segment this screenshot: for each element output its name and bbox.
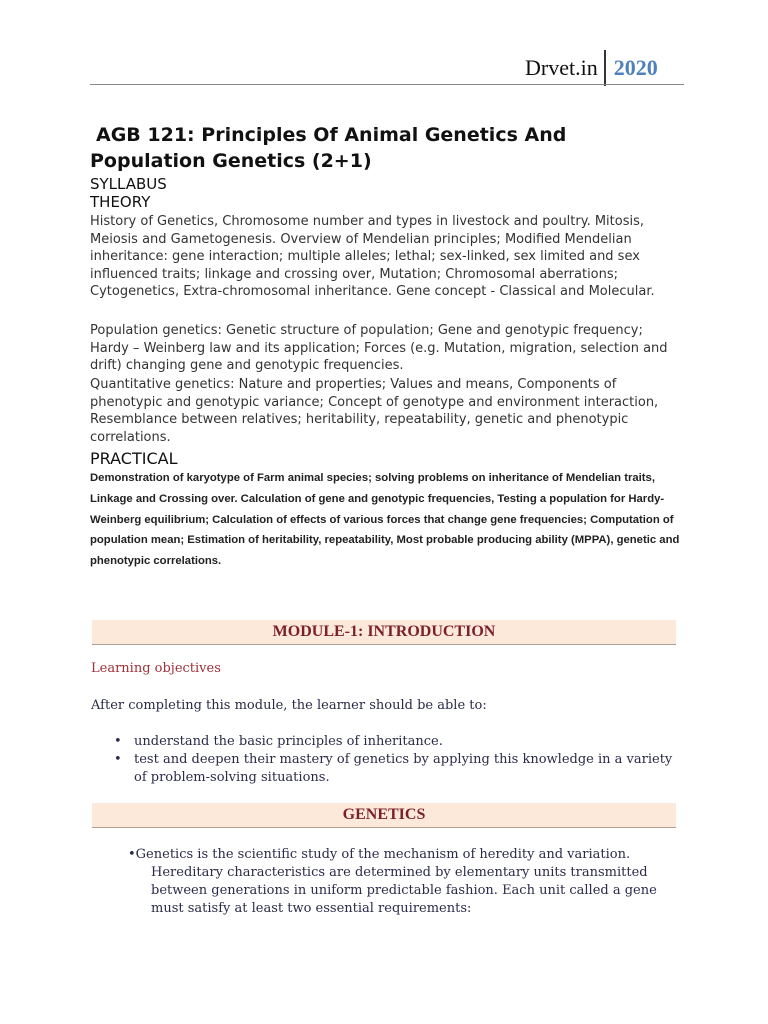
practical-text: Demonstration of karyotype of Farm animal species; solving problems on inheritance of Mendelian traits, Linkage and Crossing over. Calculation of gene and genotypic frequencies, Testing a population for Hardy- Weinberg equilibrium; Calculation of effects of various forces that change gene frequencies; Computation of population mean; Estimation of heritability, repeatability, Most probable producing ability (MPPA), genetic and phenotypic correlations. <box>90 472 680 568</box>
objectives-intro: After completing this module, the learner should be able to: <box>91 698 487 713</box>
site-name: Drvet.in <box>525 55 598 80</box>
genetics-paragraph <box>128 846 671 918</box>
theory-paragraph: Population genetics: Genetic structure of population; Gene and genotypic frequency; Hardy – Weinberg law and its application; Forces (e.g. Mutation, migration, selection and drift) changing gene and genotypic frequencies. <box>90 323 668 374</box>
theory-heading: THEORY <box>90 193 151 211</box>
header-rule <box>90 84 684 85</box>
learning-objectives-label: Learning objectives <box>91 661 221 676</box>
header-year: 2020 <box>613 55 658 80</box>
bullet-icon: • <box>128 847 136 862</box>
course-title-line1: AGB 121: Principles Of Animal Genetics And <box>96 124 567 146</box>
genetics-banner: GENETICS <box>92 803 676 828</box>
module-banner: MODULE-1: INTRODUCTION <box>92 620 676 645</box>
course-title-line2: Population Genetics (2+1) <box>90 150 372 172</box>
bullet-icon: • <box>114 752 122 767</box>
course-title <box>90 122 694 174</box>
theory-paragraph: Quantitative genetics: Nature and properties; Values and means, Components of phenotypic and genotypic variance; Concept of genotype and environment interaction, Resemblance between relatives; heritability, repeatability, genetic and phenotypic correlations. <box>90 377 659 445</box>
list-item <box>114 733 674 751</box>
practical-heading: PRACTICAL <box>90 449 178 468</box>
genetics-text: Genetics is the scientific study of the mechanism of heredity and variation. Hereditary characteristics are determined by elementary units transmitted between generations in uniform predictable fashion. Each unit called a gene must satisfy at least two essential requirements: <box>135 847 657 916</box>
page-header <box>525 50 658 86</box>
objective-text: test and deepen their mastery of genetics by applying this knowledge in a variety of problem-solving situations. <box>134 752 673 785</box>
syllabus-heading: SYLLABUS <box>90 175 167 193</box>
bullet-icon: • <box>114 734 122 749</box>
objective-text: understand the basic principles of inheritance. <box>134 734 443 749</box>
list-item <box>114 751 674 787</box>
theory-paragraph: History of Genetics, Chromosome number and types in livestock and poultry. Mitosis, Meiosis and Gametogenesis. Overview of Mendelian principles; Modified Mendelian inheritance: gene interaction; multiple alleles; lethal; sex-linked, sex limited and sex influenced traits; linkage and crossing over, Mutation; Chromosomal aberrations; Cytogenetics, Extra-chromosomal inheritance. Gene concept - Classical and Molecular. <box>90 214 655 300</box>
objectives-list <box>114 733 674 787</box>
